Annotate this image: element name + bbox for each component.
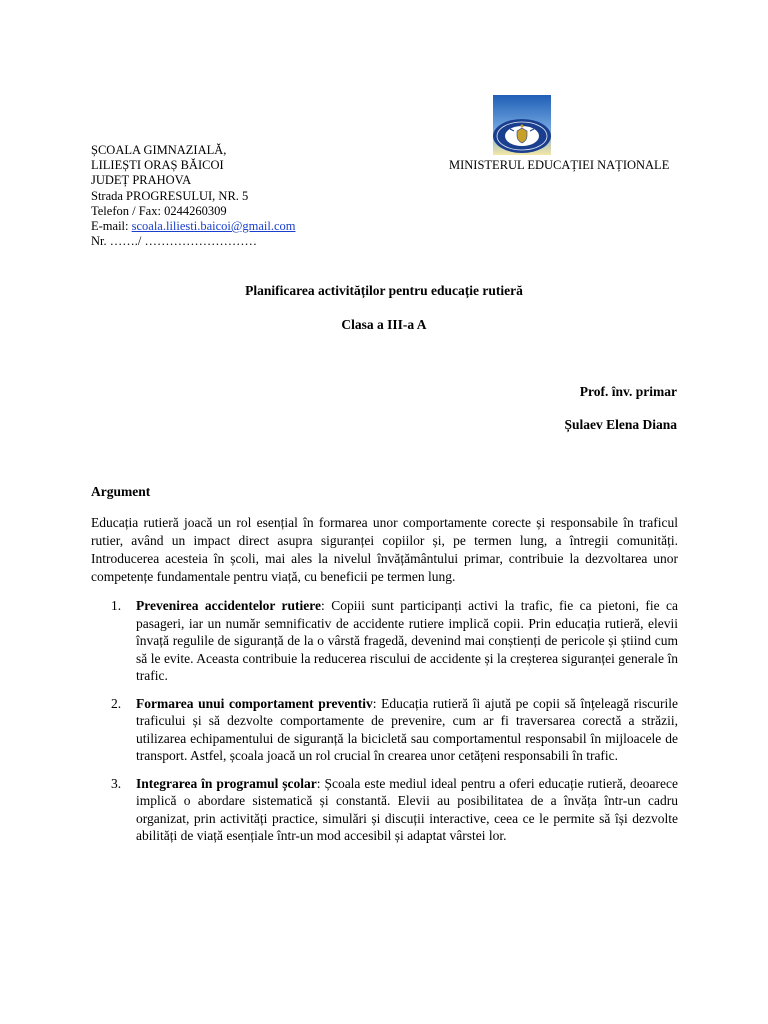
argument-heading: Argument — [91, 484, 151, 499]
school-address: Strada PROGRESULUI, NR. 5 — [91, 188, 249, 203]
document-title: Planificarea activităților pentru educație rutieră — [245, 283, 523, 298]
list-item — [91, 775, 678, 845]
email-label: E-mail: — [91, 219, 132, 234]
list-item — [91, 597, 678, 685]
list-item — [91, 695, 678, 765]
email-link[interactable]: scoala.liliesti.baicoi@gmail.com — [131, 219, 296, 234]
list-item-lead: Prevenirea accidentelor rutiere — [136, 598, 322, 613]
intro-paragraph: Educația rutieră joacă un rol esențial în formarea unor comportamente corecte și responsabile în traficul rutier, având un impact direct asupra siguranței copiilor și, pe termen lung, a întregii comunități. Introducerea acesteia în școli, mai ales la nivelul învățământului primar, contribuie la dezvoltarea unor competențe fundamentale pentru viață, cu beneficii pe termen lung. — [91, 515, 678, 584]
teacher-name: Șulaev Elena Diana — [564, 417, 677, 432]
school-header — [91, 143, 296, 249]
school-email-line — [91, 219, 296, 234]
registry-number: Nr. ……./ ……………………… — [91, 234, 257, 249]
argument-points-list — [91, 597, 678, 855]
list-item-text: : Școala este mediul ideal pentru a oferi educație rutieră, deoarece implică o abordare sistematică și constantă. Elevii au posibilitatea de a învăța într-un cadru organizat, prin activități practice, simulări și discuții interactive, ceea ce le permite să își dezvolte abilități de viață esențiale într-un mod accesibil și adaptat vârstei lor. — [136, 775, 678, 843]
list-item-number: 2. — [111, 695, 122, 711]
school-phone: Telefon / Fax: 0244260309 — [91, 203, 227, 218]
school-county: JUDEȚ PRAHOVA — [91, 173, 192, 188]
list-item-lead: Formarea unui comportament preventiv — [136, 695, 373, 711]
school-name-line1: ȘCOALA GIMNAZIALĂ, — [91, 143, 227, 157]
list-item-number: 1. — [111, 598, 122, 613]
teacher-role: Prof. înv. primar — [579, 384, 677, 399]
school-name-line2: LILIEȘTI ORAȘ BĂICOI — [91, 158, 224, 173]
class-name: Clasa a III-a A — [341, 317, 427, 332]
list-item-number: 3. — [111, 775, 122, 791]
list-item-lead: Integrarea în programul școlar — [136, 775, 317, 791]
ministry-logo — [492, 95, 552, 155]
list-item-text: : Educația rutieră îi ajută pe copii să înțeleagă riscurile traficului și să dezvolte comportamente de prevenire, cum ar fi traversarea corectă a străzii, utilizarea echipamentului de siguranță la bicicletă sau comportamentul responsabil în mijloacele de transport. Astfel, școala joacă un rol crucial în crearea unor cetățeni responsabili în trafic. — [136, 695, 679, 763]
list-item-text: : Copiii sunt participanți activi la trafic, fie ca pietoni, fie ca pasageri, iar un număr semnificativ de accidente rutiere implică copii. Prin educația rutieră, elevii învață regulile de siguranță de la o vârstă fragedă, devenind mai conștienți de pericole și știind cum să le evite. Aceasta contribuie la reducerea riscului de accidente și la creșterea siguranței generale în trafic. — [136, 598, 678, 683]
ministry-name: MINISTERUL EDUCAȚIEI NAȚIONALE — [449, 158, 670, 172]
